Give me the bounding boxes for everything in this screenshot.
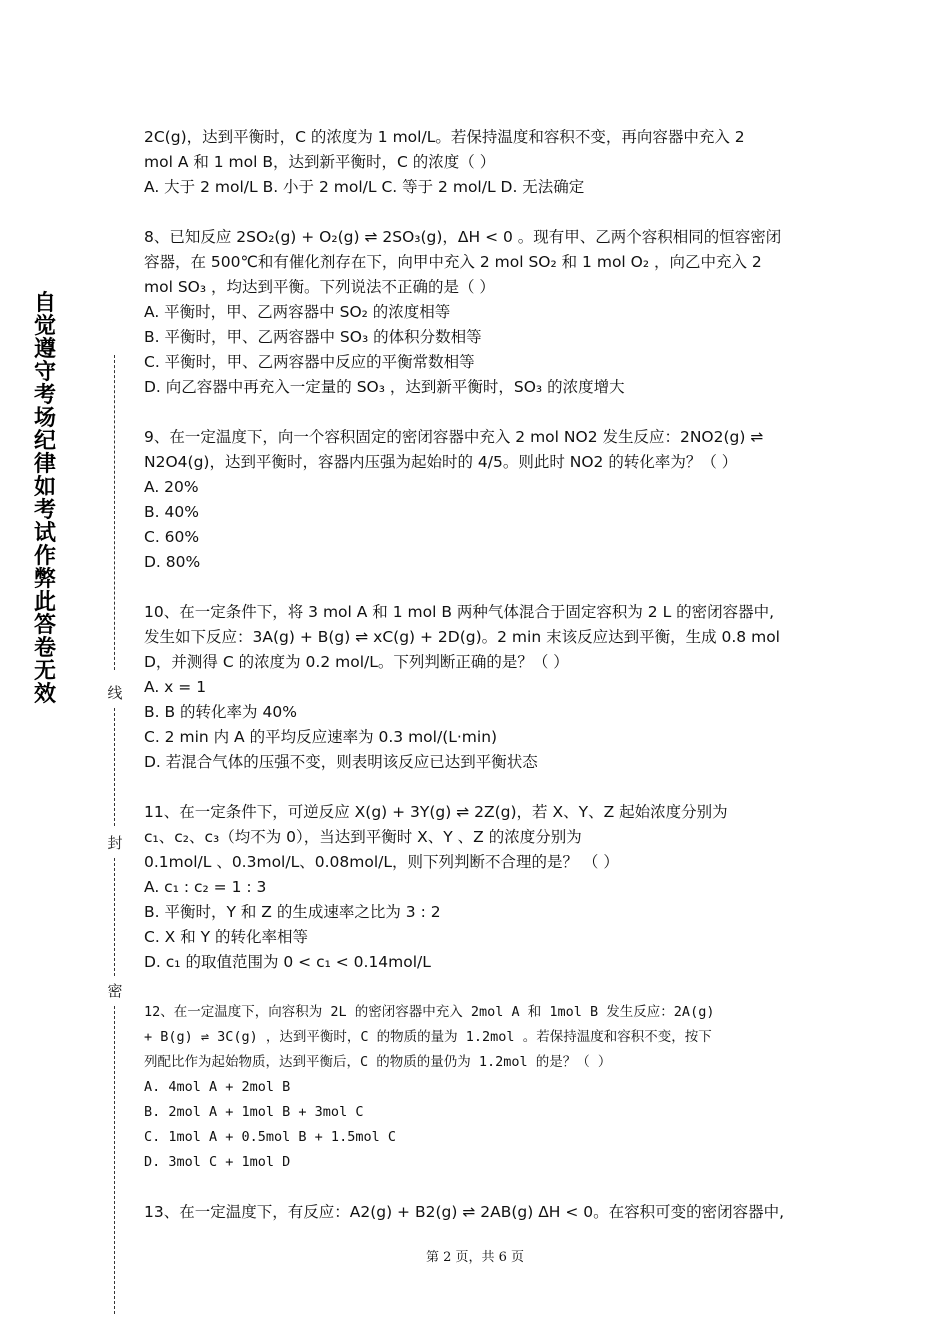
side-note-char: 考 <box>33 382 56 408</box>
question-line: + B(g) ⇌ 3C(g) ，达到平衡时，C 的物质的量为 1.2mol 。若保持温度和容积不变，按下 <box>144 1029 712 1045</box>
question-line: C. X 和 Y 的转化率相等 <box>144 928 309 946</box>
seal-label-line: 线 <box>107 684 123 702</box>
question-line: B. B 的转化率为 40% <box>144 703 297 721</box>
side-note-char: 觉 <box>33 313 56 339</box>
side-note-char: 答 <box>33 612 56 638</box>
side-note-char: 自 <box>33 290 56 316</box>
question-line: 0.1mol/L 、0.3mol/L、0.08mol/L，则下列判断不合理的是？ （ ） <box>144 853 619 871</box>
question-line: mol A 和 1 mol B，达到新平衡时，C 的浓度（ ） <box>144 153 496 171</box>
side-note-char: 此 <box>33 589 56 615</box>
page-footer: 第 2 页，共 6 页 <box>425 1250 525 1265</box>
question-line: B. 平衡时，甲、乙两容器中 SO₃ 的体积分数相等 <box>144 328 482 346</box>
side-note-char: 遵 <box>33 336 56 362</box>
question-line: C. 平衡时，甲、乙两容器中反应的平衡常数相等 <box>144 353 475 371</box>
seal-dashed-line-bottom <box>114 1006 115 1314</box>
question-line: D. 向乙容器中再充入一定量的 SO₃ ，达到新平衡时，SO₃ 的浓度增大 <box>144 378 625 396</box>
question-line: 9、在一定温度下，向一个容积固定的密闭容器中充入 2 mol NO2 发生反应：2NO2(g) ⇌ <box>144 428 764 446</box>
question-line: 11、在一定条件下，可逆反应 X(g) + 3Y(g) ⇌ 2Z(g)，若 X、Y、Z 起始浓度分别为 <box>144 803 728 821</box>
side-note-char: 试 <box>33 520 56 546</box>
question-q11 <box>144 800 824 975</box>
question-line: c₁、c₂、c₃（均不为 0），当达到平衡时 X、Y 、Z 的浓度分别为 <box>144 828 582 846</box>
question-line: B. 2mol A + 1mol B + 3mol C <box>144 1104 364 1120</box>
question-q13 <box>144 1200 824 1225</box>
side-note-char: 纪 <box>33 428 56 454</box>
side-note-char: 律 <box>33 451 56 477</box>
question-line: B. 平衡时，Y 和 Z 的生成速率之比为 3 : 2 <box>144 903 441 921</box>
question-line: D. 3mol C + 1mol D <box>144 1154 291 1170</box>
question-line: 列配比作为起始物质，达到平衡后，C 的物质的量仍为 1.2mol 的是？（ ） <box>144 1054 612 1070</box>
question-line: mol SO₃ ，均达到平衡。下列说法不正确的是（ ） <box>144 278 495 296</box>
question-line: 8、已知反应 2SO₂(g) + O₂(g) ⇌ 2SO₃(g)，ΔH < 0 。现有甲、乙两个容积相同的恒容密闭 <box>144 228 782 246</box>
side-note-char: 如 <box>33 474 56 500</box>
question-line: A. 4mol A + 2mol B <box>144 1079 291 1095</box>
question-line: N2O4(g)，达到平衡时，容器内压强为起始时的 4/5。则此时 NO2 的转化率为？（ ） <box>144 453 738 471</box>
question-line: C. 1mol A + 0.5mol B + 1.5mol C <box>144 1129 396 1145</box>
question-q7-cont <box>144 125 824 200</box>
seal-dashed-line-top <box>114 355 115 670</box>
question-line: A. x = 1 <box>144 678 207 696</box>
question-line: 10、在一定条件下，将 3 mol A 和 1 mol B 两种气体混合于固定容积为 2 L 的密闭容器中, <box>144 603 775 621</box>
question-line: B. 40% <box>144 503 199 521</box>
question-line: 2C(g)，达到平衡时，C 的浓度为 1 mol/L。若保持温度和容积不变，再向容器中充入 2 <box>144 128 745 146</box>
seal-label-secret: 密 <box>107 982 123 1000</box>
exam-discipline-note <box>30 292 60 706</box>
question-content <box>144 125 824 1250</box>
question-line: C. 2 min 内 A 的平均反应速率为 0.3 mol/(L·min) <box>144 728 498 746</box>
side-note-char: 考 <box>33 497 56 523</box>
side-note-char: 守 <box>33 359 56 385</box>
side-note-char: 弊 <box>33 566 56 592</box>
seal-dashed-line-mid2 <box>114 858 115 976</box>
question-q9 <box>144 425 824 575</box>
side-note-char: 卷 <box>33 635 56 661</box>
question-line: A. 大于 2 mol/L B. 小于 2 mol/L C. 等于 2 mol/L D. 无法确定 <box>144 178 585 196</box>
side-note-char: 场 <box>33 405 56 431</box>
side-note-char: 无 <box>33 658 56 684</box>
question-line: C. 60% <box>144 528 200 546</box>
question-line: D. c₁ 的取值范围为 0 < c₁ < 0.14mol/L <box>144 953 431 971</box>
question-line: A. 平衡时，甲、乙两容器中 SO₂ 的浓度相等 <box>144 303 451 321</box>
side-note-char: 作 <box>33 543 56 569</box>
question-line: A. c₁ : c₂ = 1 : 3 <box>144 878 267 896</box>
question-line: 12、在一定温度下，向容积为 2L 的密闭容器中充入 2mol A 和 1mol B 发生反应：2A(g) <box>144 1004 715 1020</box>
seal-dashed-line-mid1 <box>114 708 115 826</box>
question-line: 容器，在 500℃和有催化剂存在下，向甲中充入 2 mol SO₂ 和 1 mol O₂ ，向乙中充入 2 <box>144 253 762 271</box>
seal-label-seal: 封 <box>107 834 123 852</box>
question-line: 13、在一定温度下，有反应：A2(g) + B2(g) ⇌ 2AB(g) ΔH < 0。在容积可变的密闭容器中, <box>144 1203 785 1221</box>
question-line: A. 20% <box>144 478 199 496</box>
question-line: 发生如下反应：3A(g) + B(g) ⇌ xC(g) + 2D(g)。2 min 末该反应达到平衡，生成 0.8 mol <box>144 628 780 646</box>
question-q8 <box>144 225 824 400</box>
question-q10 <box>144 600 824 775</box>
question-line: D. 80% <box>144 553 201 571</box>
side-note-char: 效 <box>33 681 56 707</box>
question-line: D. 若混合气体的压强不变，则表明该反应已达到平衡状态 <box>144 753 538 771</box>
question-q12 <box>144 1000 824 1175</box>
question-line: D，并测得 C 的浓度为 0.2 mol/L。下列判断正确的是？（ ） <box>144 653 569 671</box>
